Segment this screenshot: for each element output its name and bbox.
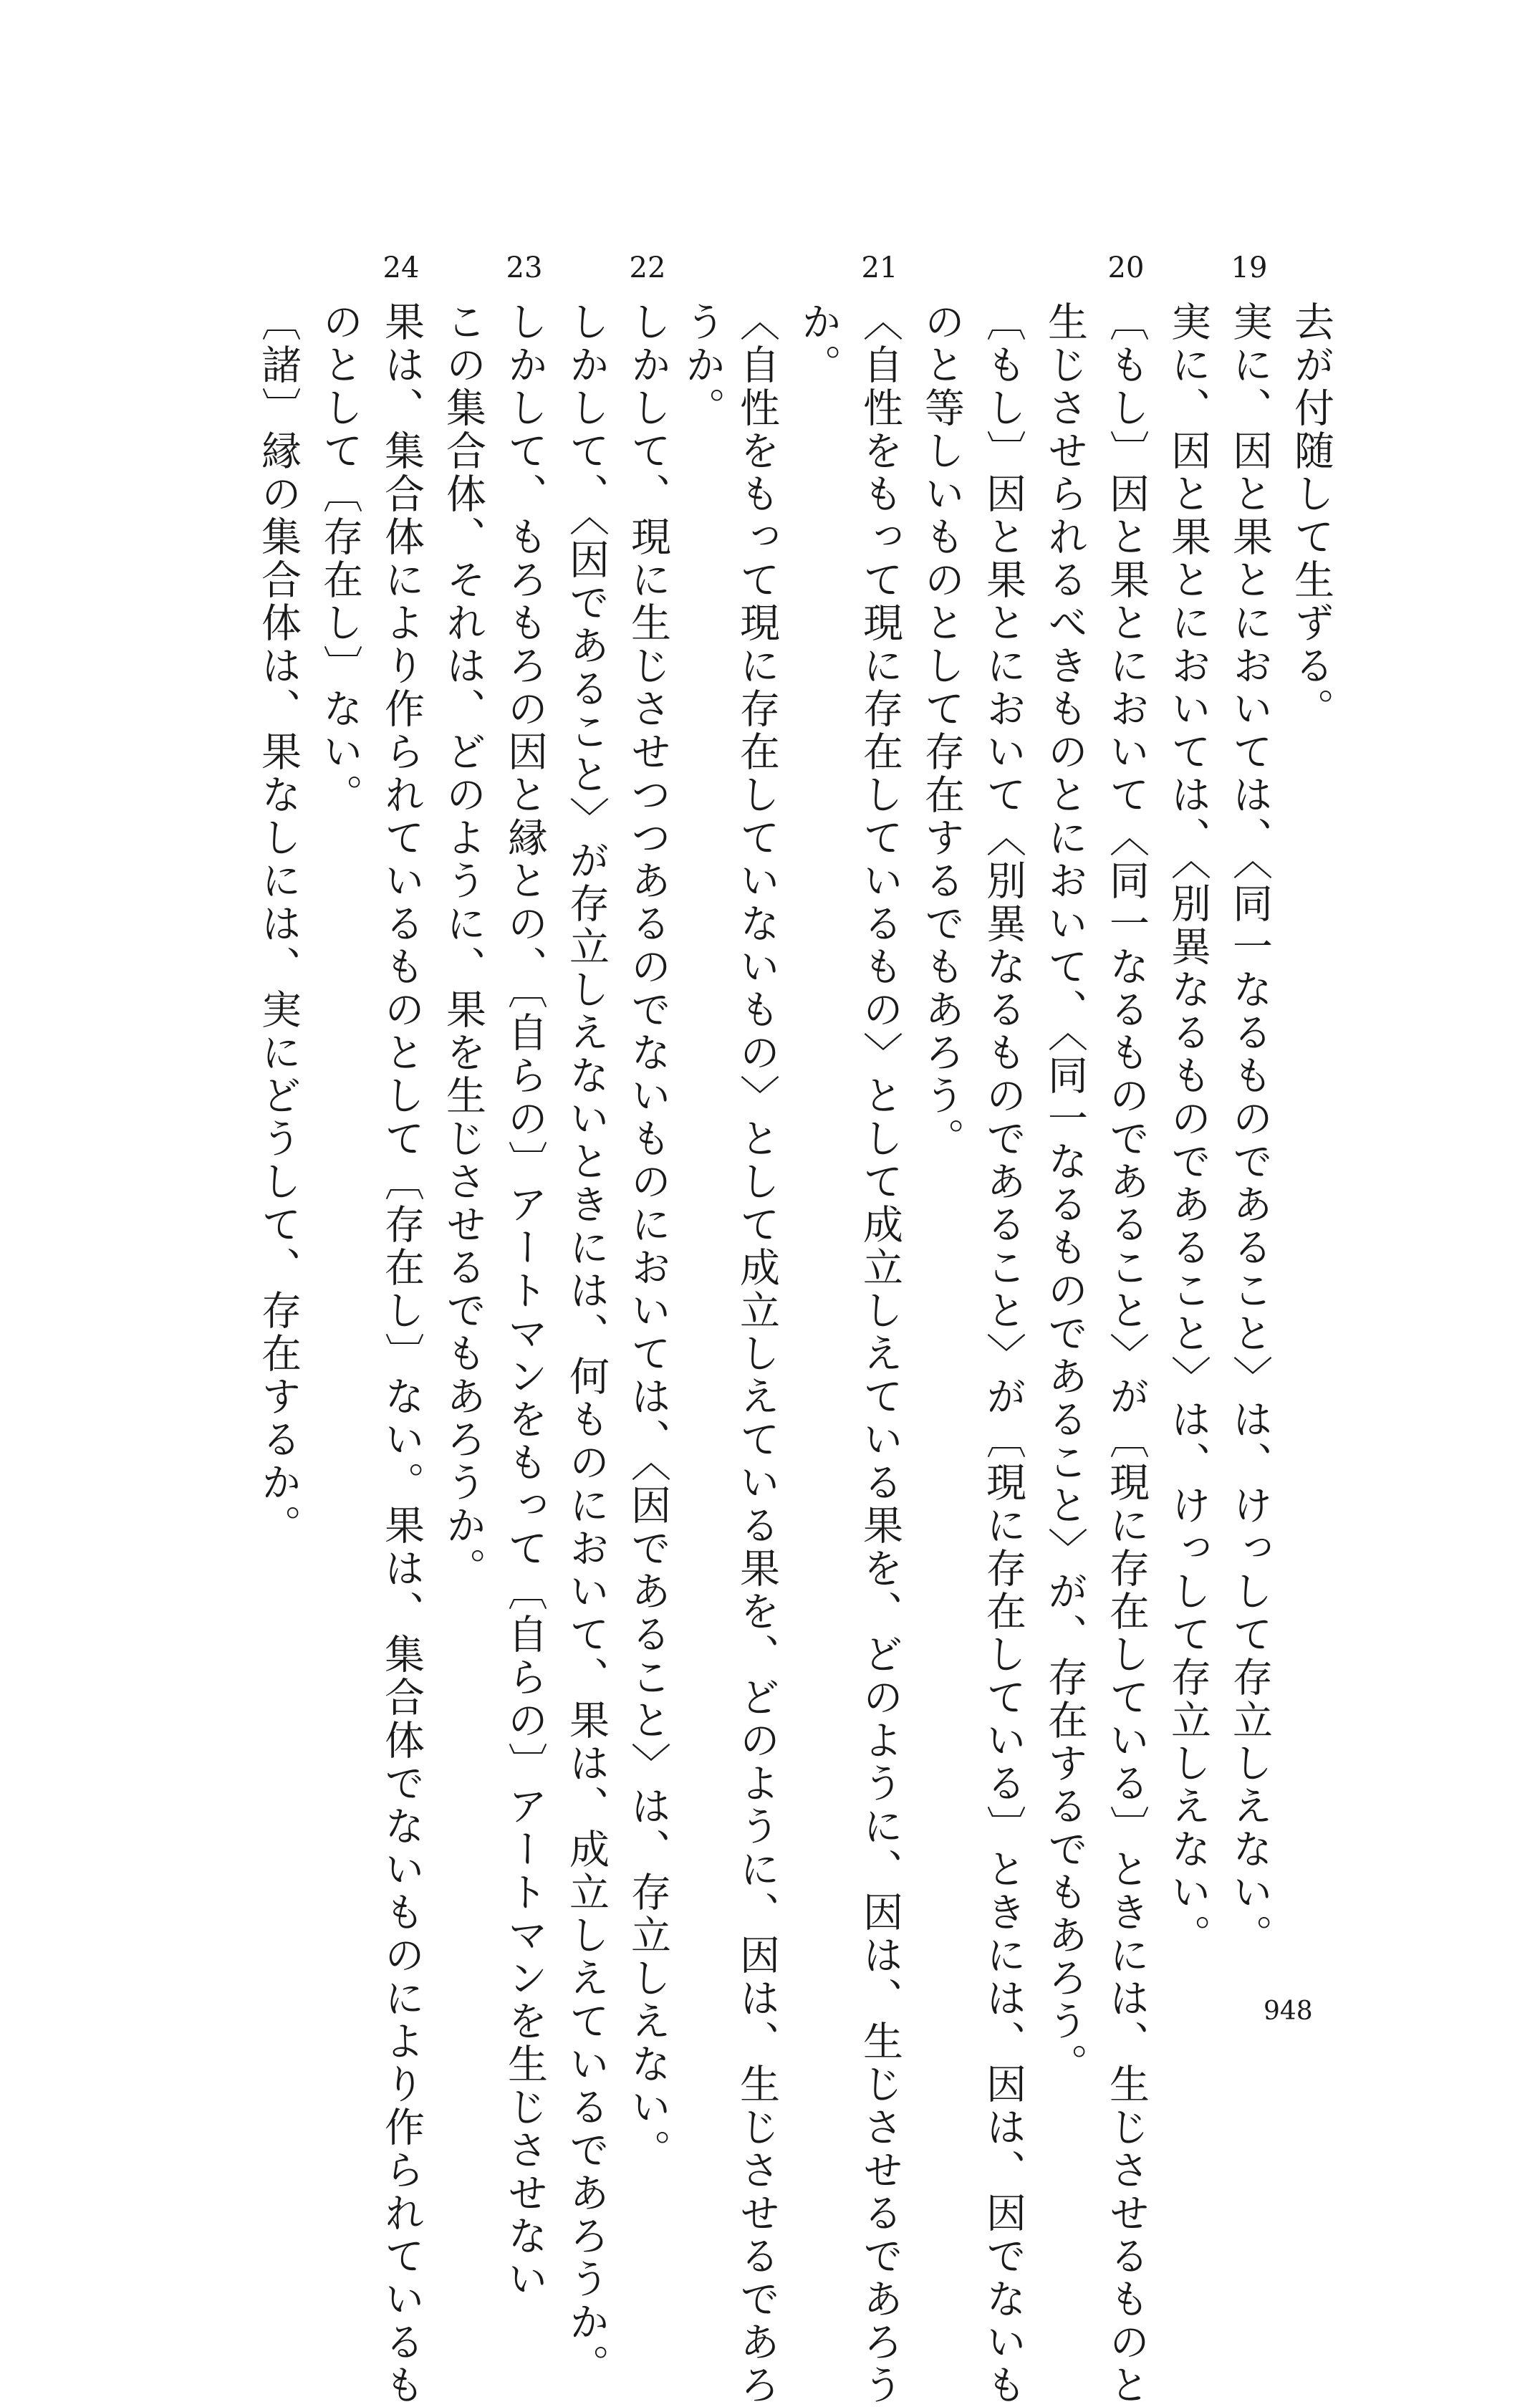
text-line-10: うか。	[679, 301, 726, 430]
verse-number-20: 20	[1107, 251, 1145, 284]
text-line-17: 〔諸〕縁の集合体は、果なしには、実にどうして、存在するか。	[255, 301, 302, 1547]
verse-number-21: 21	[861, 251, 898, 284]
text-line-9: 〈自性をもって現に存在していないもの〉として成立しえている果を、どのように、因は、生じさせるであろ	[733, 301, 780, 2407]
text-line-3: 〔もし〕因と果とにおいて〈同一なるものであること〉が〔現に存在している〕ときには、生じさせるものと	[1103, 301, 1150, 2407]
text-line-8: か。	[795, 301, 842, 387]
text-line-11: しかして、現に生じさせつつあるのでないものにおいては、〈因であること〉は、存立しえない。	[625, 301, 671, 2172]
verse-number-23: 23	[506, 251, 543, 284]
text-line-12: しかして、〈因であること〉が存立しえないときには、何ものにおいて、果は、成立しえているであろうか。	[563, 301, 610, 2387]
text-line-0: 去が付随して生ずる。	[1288, 301, 1334, 731]
text-line-13: しかして、もろもろの因と縁との、〔自らの〕アートマンをもって〔自らの〕アートマンを生じさせない	[501, 301, 548, 2301]
text-line-4: 生じさせられるべきものとにおいて、〈同一なるものであること〉が、存在するでもあろう。	[1041, 301, 1088, 2086]
text-line-15: 果は、集合体により作られているものとして〔存在し〕ない。果は、集合体でないものにより作られているも	[378, 301, 425, 2407]
page-number: 948	[1264, 1997, 1313, 2026]
text-line-14: この集合体、それは、どのように、果を生じさせるでもあろうか。	[440, 301, 486, 1590]
verse-number-24: 24	[382, 251, 420, 284]
text-line-2: 実に、因と果とにおいては、〈別異なるものであること〉は、けっして存立しえない。	[1165, 301, 1211, 1957]
verse-number-19: 19	[1231, 251, 1268, 284]
text-line-16: のとして〔存在し〕ない。	[317, 301, 363, 817]
verse-number-22: 22	[629, 251, 666, 284]
text-line-6: のと等しいものとして存在するでもあろう。	[918, 301, 965, 1161]
text-line-7: 〈自性をもって現に存在しているもの〉として成立しえている果を、どのように、因は、生じさせるであろう	[857, 301, 903, 2407]
text-line-5: 〔もし〕因と果とにおいて〈別異なるものであること〉が〔現に存在している〕ときには、因は、因でないも	[980, 301, 1026, 2407]
text-line-1: 実に、因と果とにおいては、〈同一なるものであること〉は、けっして存立しえない。	[1226, 301, 1273, 1957]
